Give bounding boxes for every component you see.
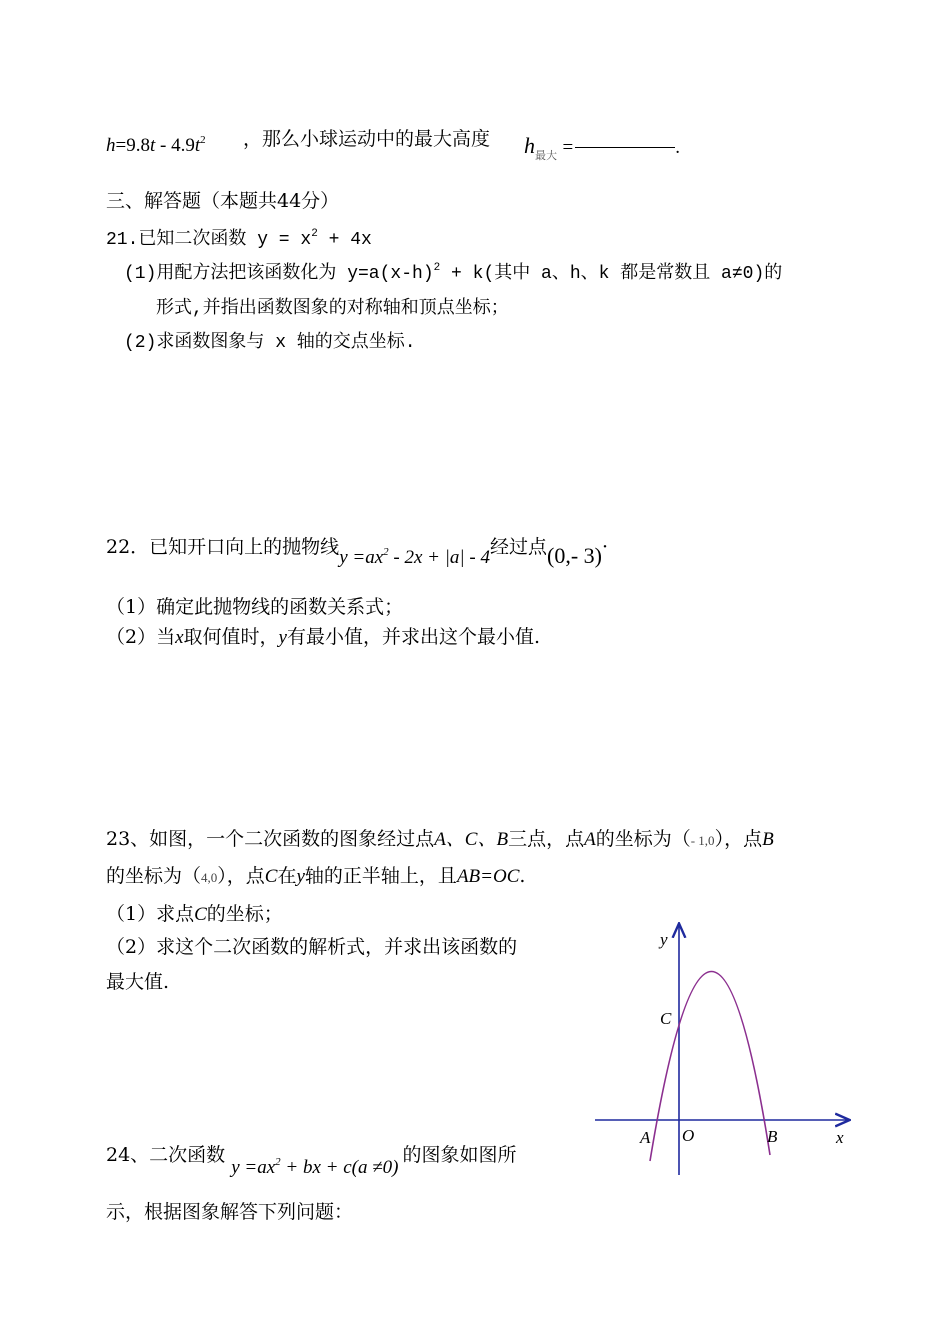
q20-hmax (524, 133, 680, 163)
q22-part2 (106, 622, 540, 649)
q22-part1: （1）确定此抛物线的函数关系式； (106, 596, 404, 618)
label-C: C (660, 1009, 672, 1028)
q23-l1-b: 三点，点 (508, 828, 585, 850)
q23-part2-line1: （2）求这个二次函数的解析式，并求出该函数的 (106, 936, 518, 958)
q20-end: . (675, 137, 680, 158)
q22-p2-c: 有最小值，并求出这个最小值. (286, 626, 541, 648)
q23-l1-B: B (762, 829, 774, 850)
q22-formula-sq: 2 (383, 546, 389, 558)
q21-part1-line1 (124, 258, 782, 284)
q24-formula-a: y =ax (231, 1157, 276, 1178)
q23-part2-line2: 最大值. (106, 971, 170, 993)
q20-hmax-h: h (524, 133, 535, 158)
q22-point: (0,- 3) (547, 543, 602, 568)
q20-eq: =9.8 (115, 135, 150, 156)
q20-t1: t (149, 135, 156, 156)
q20-sq: 2 (200, 134, 206, 146)
q23-p1-b: 的坐标； (206, 903, 283, 925)
q21-title-sq: 2 (311, 228, 318, 240)
q20-t2: t (194, 135, 201, 156)
q24-formula-sq: 2 (275, 1156, 281, 1168)
q20-minus: - 4.9 (155, 135, 195, 156)
parabola-curve (650, 971, 770, 1161)
q23-p1-a: （1）求点 (106, 903, 195, 925)
q21-part1-line2: 形式,并指出函数图象的对称轴和顶点坐标； (156, 299, 509, 319)
q22-formula-a: y =ax (339, 547, 384, 568)
q21-title-a: 21.已知二次函数 y = x (106, 230, 312, 250)
q23-l1-a: 23、如图，一个二次函数的图象经过点 (106, 828, 435, 850)
q24-line2: 示，根据图象解答下列问题： (106, 1201, 354, 1223)
q21-p1-sq: 2 (433, 262, 441, 274)
q24-l1-b: 的图象如图所 (402, 1144, 517, 1166)
q20-text: ，那么小球运动中的最大高度 (243, 128, 491, 150)
label-B: B (767, 1127, 778, 1146)
q21-title-b: + 4x (317, 230, 372, 250)
section-heading: 三、解答题（本题共44分） (106, 190, 340, 212)
q20-formula (106, 134, 206, 157)
q24-l1-a: 24、二次函数 (106, 1144, 226, 1166)
q23-l2-eq: AB=OC (456, 866, 520, 887)
q21-p1-b: + k(其中 a、h、k 都是常数且 a≠0)的 (440, 264, 783, 284)
q23-part1 (106, 899, 283, 926)
q21-title (106, 224, 372, 250)
q22-title-end: · (601, 536, 609, 558)
q23-l1-A: A (584, 829, 596, 850)
q24-line1 (106, 1140, 517, 1178)
q23-l2-C: C (264, 866, 278, 887)
q23-l1-d: ），点 (714, 828, 763, 850)
q23-l2-end: . (519, 865, 526, 887)
q24-formula (231, 1157, 398, 1178)
answer-blank (575, 146, 675, 148)
q22-p2-x: x (175, 627, 184, 648)
q23-l2-b: ），点 (217, 865, 265, 887)
label-O: O (682, 1126, 695, 1145)
label-x: x (836, 1128, 844, 1147)
q23-p1-C: C (194, 904, 207, 925)
q21-part2: (2)求函数图象与 x 轴的交点坐标. (124, 333, 416, 353)
q23-l2-y: y (296, 866, 305, 887)
q22-p2-b: 取何值时， (183, 626, 279, 648)
parabola-graph (590, 915, 860, 1180)
q22-p2-y: y (278, 627, 287, 648)
q23-l2-d: 轴的正半轴上，且 (304, 865, 457, 887)
q22-title-b: 经过点 (489, 536, 547, 558)
q21-p1-a: (1)用配方法把该函数化为 y=a(x-h) (124, 264, 434, 284)
label-A: A (640, 1128, 651, 1147)
q20-hmax-sub: 最大 (535, 150, 557, 162)
q23-l1-pts: A、C、B (434, 829, 509, 850)
q23-l2-c: 在 (277, 865, 297, 887)
q23-l2-coordB: 4,0 (201, 870, 218, 885)
q22-title (106, 532, 609, 568)
q22-title-a: 22．已知开口向上的抛物线 (106, 536, 340, 558)
q22-p2-a: （2）当 (106, 626, 176, 648)
q22-formula (339, 547, 490, 568)
q23-l1-c: 的坐标为（ (595, 828, 691, 850)
q20-h: h (106, 135, 116, 156)
q20-hmax-eq: = (562, 137, 574, 158)
q23-l1-coordA: - 1,0 (690, 833, 715, 848)
q23-line2 (106, 861, 525, 888)
q24-formula-b: + bx + c(a ≠0) (280, 1157, 399, 1178)
q23-line1 (106, 824, 774, 851)
label-y: y (660, 930, 668, 949)
q23-l2-a: 的坐标为（ (106, 865, 202, 887)
q22-formula-b: - 2x + |a| - 4 (388, 547, 490, 568)
